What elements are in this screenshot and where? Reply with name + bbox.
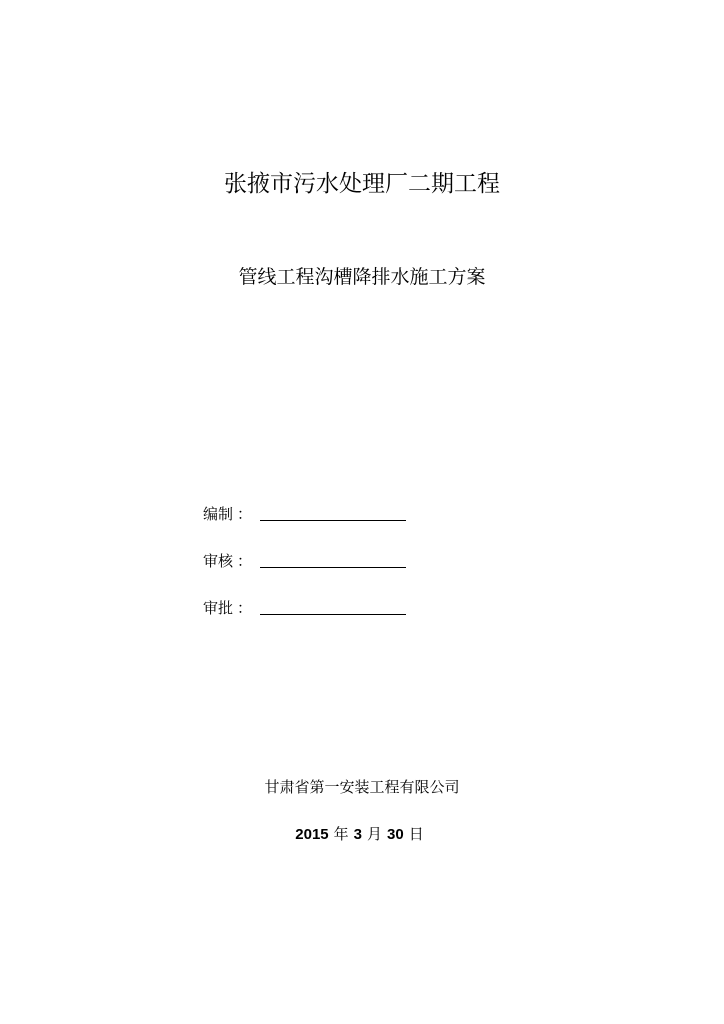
signature-colon: ： xyxy=(237,505,253,523)
signature-row-reviewed xyxy=(203,547,406,571)
company-name: 甘肃省第一安装工程有限公司 xyxy=(264,778,460,796)
document-date xyxy=(0,823,724,846)
signature-colon: ： xyxy=(237,599,253,617)
date-month-unit: 月 xyxy=(367,825,383,843)
date-day-unit: 日 xyxy=(408,825,424,843)
signature-label-approved: 审批 xyxy=(203,599,234,617)
date-year: 2015 xyxy=(295,826,329,843)
signature-row-compiled xyxy=(203,500,406,524)
signature-label-compiled: 编制 xyxy=(203,505,234,523)
signature-blank-line xyxy=(260,598,406,615)
date-year-unit: 年 xyxy=(333,825,349,843)
date-day: 30 xyxy=(387,826,404,843)
document-title: 张掖市污水处理厂二期工程 xyxy=(224,171,500,197)
signature-label-reviewed: 审核 xyxy=(203,552,234,570)
date-month: 3 xyxy=(353,826,362,843)
signature-blank-line xyxy=(260,551,406,568)
signature-blank-line xyxy=(260,504,406,521)
document-subtitle: 管线工程沟槽降排水施工方案 xyxy=(238,266,486,288)
signature-row-approved xyxy=(203,594,406,618)
signature-colon: ： xyxy=(237,552,253,570)
